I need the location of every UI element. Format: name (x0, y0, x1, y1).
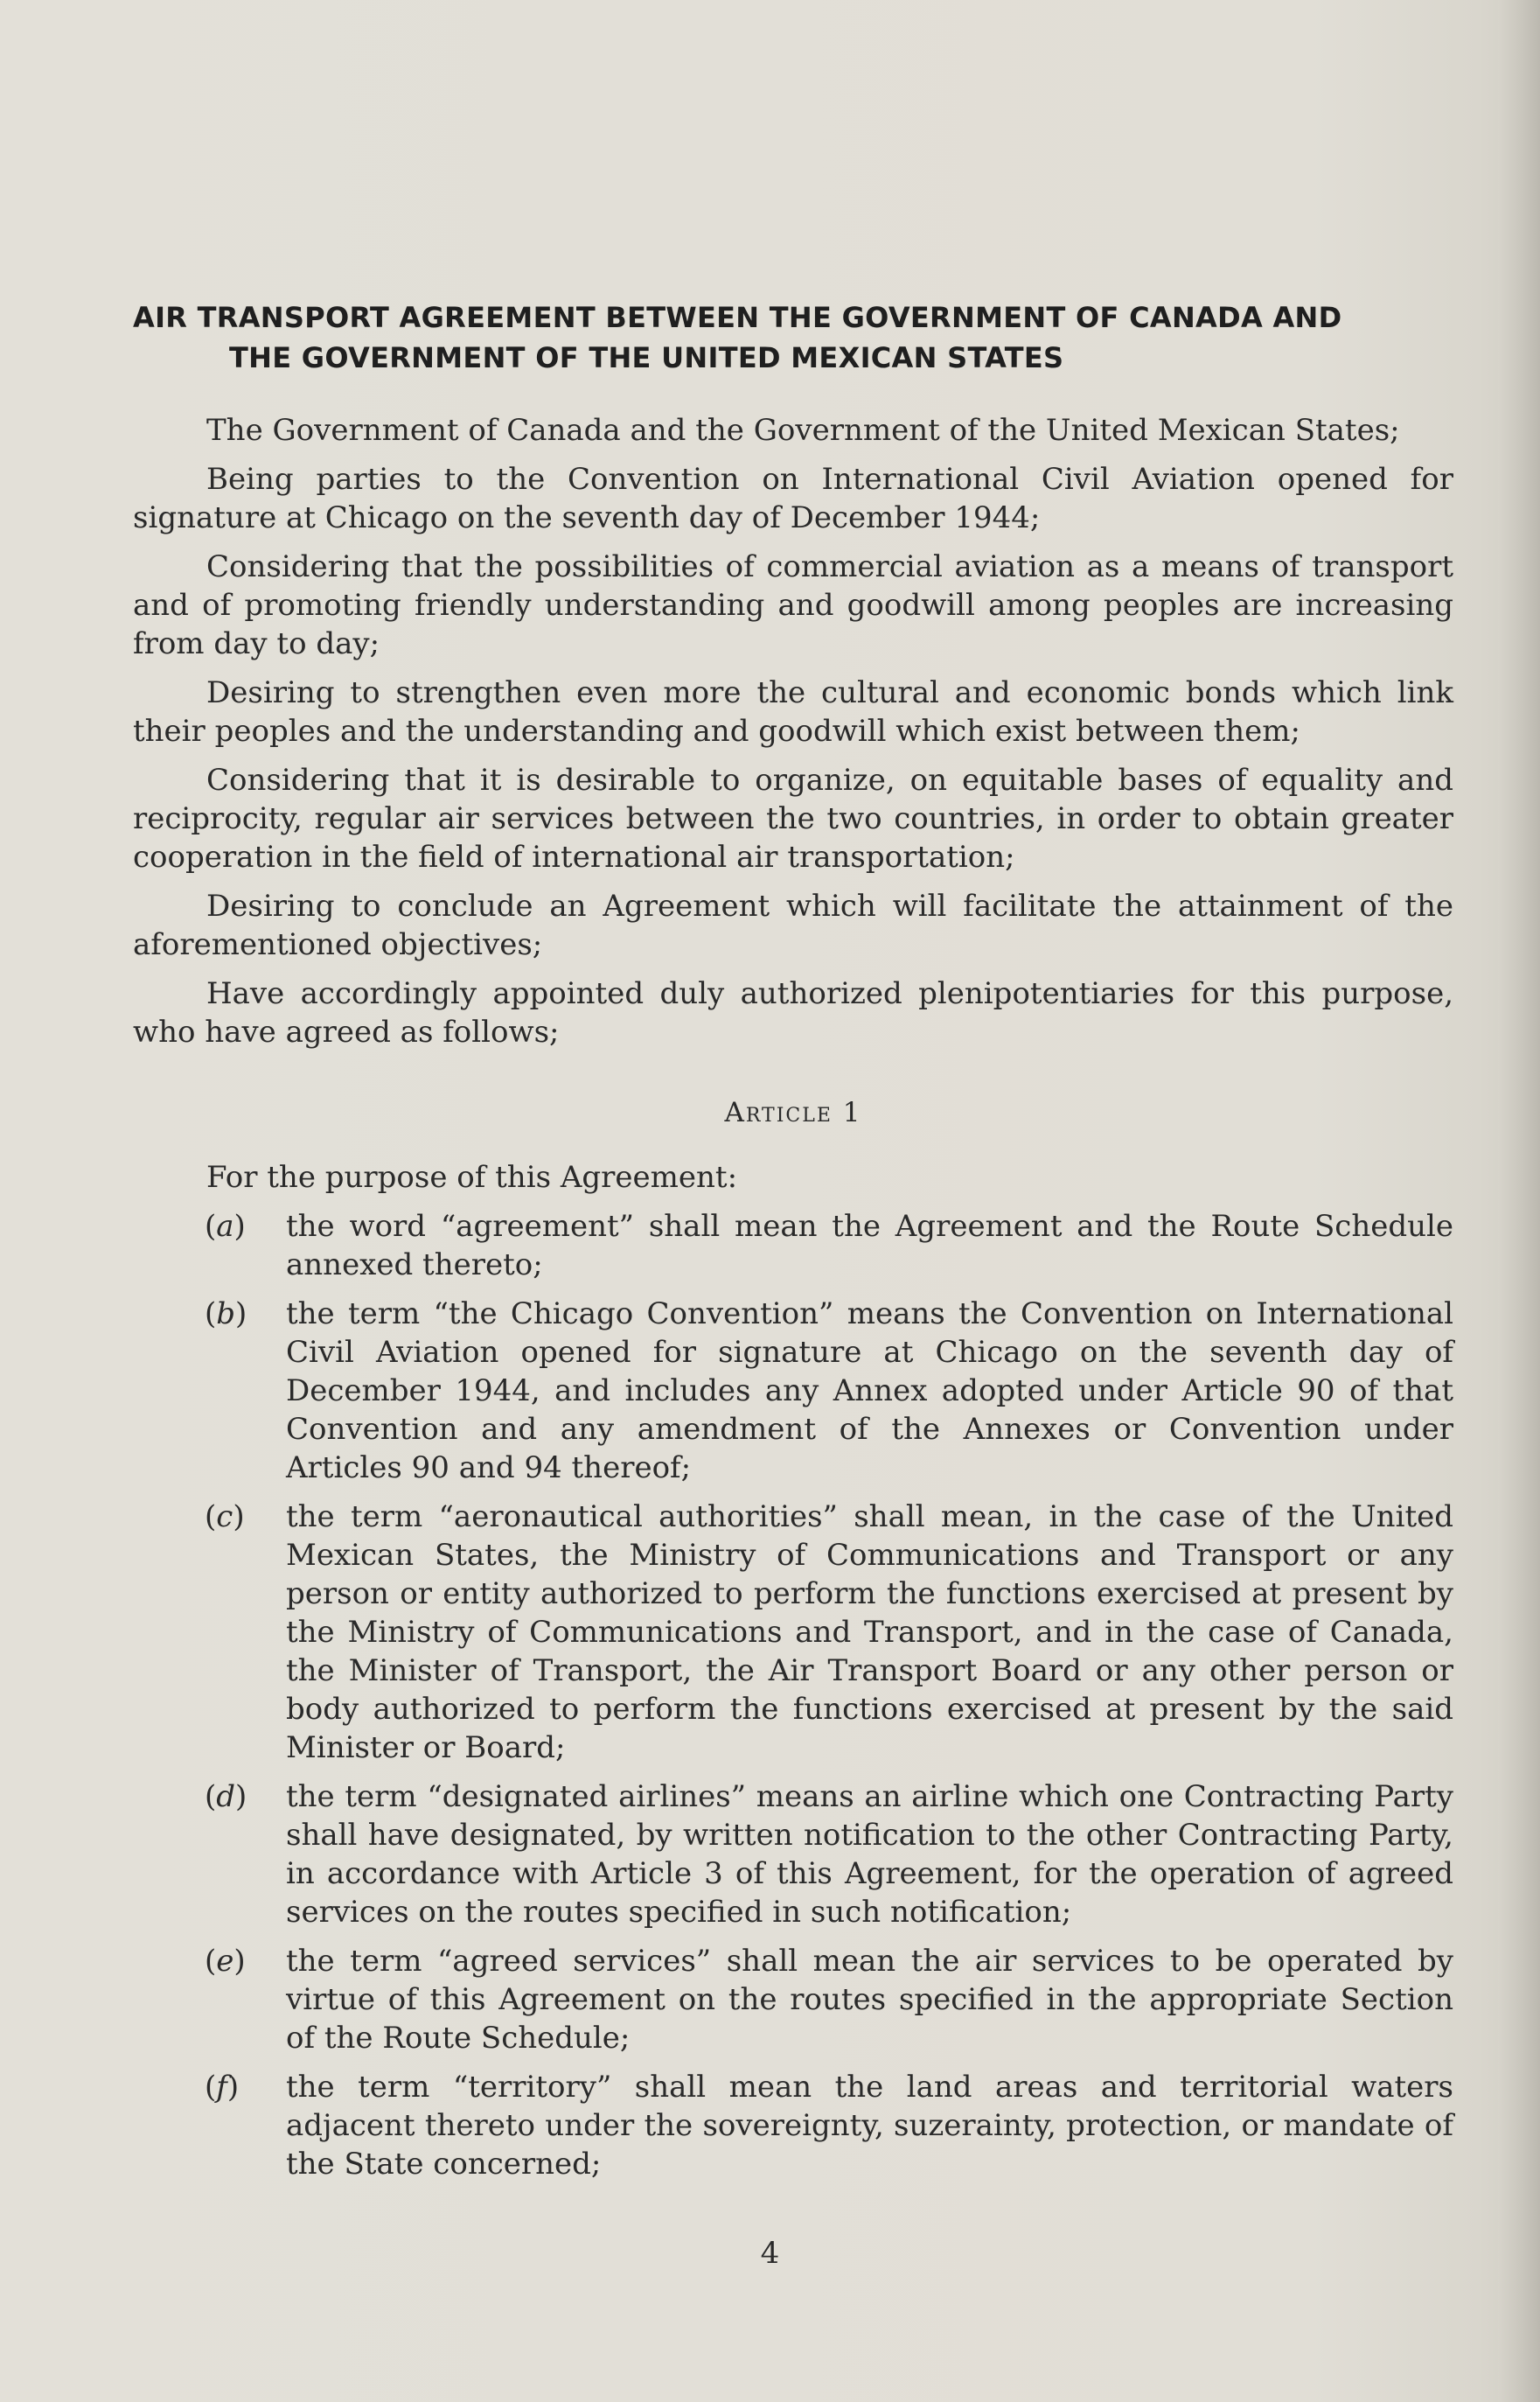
definition-text: the term “aeronautical authorities” shall mean, in the case of the United Mexican States, the Ministry of Communications and Transport or any person or entity authorized to perform the functions exercised at present by the Ministry of Communications and Transport, and in the case of Canada, the Minister of Transport, the Air Transport Board or any other person or body authorized to perform the functions exercised at present by the said Minister or Board; (286, 1499, 1453, 1765)
document-body (133, 297, 1453, 2194)
definition-item (133, 1777, 1453, 1931)
preamble-paragraph: Have accordingly appointed duly authorized plenipotentiaries for this purpose, who have agreed as follows; (133, 976, 1453, 1050)
definition-text: the term “the Chicago Convention” means the Convention on International Civil Aviation opened for signature at Chicago on the seventh day of December 1944, and includes any Annex adopted under Article 90 of that Convention and any amendment of the Annexes or Convention under Articles 90 and 94 thereof; (286, 1296, 1453, 1485)
definitions-list (133, 1207, 1453, 2183)
preamble-paragraph: Being parties to the Convention on International Civil Aviation opened for signature at Chicago on the seventh day of December 1944; (133, 462, 1453, 535)
definition-marker: (a) (205, 1209, 246, 1244)
definition-marker: (e) (205, 1944, 246, 1979)
definition-marker: (c) (205, 1499, 245, 1534)
definition-marker: (d) (205, 1779, 247, 1814)
preamble (133, 411, 1453, 1051)
definition-item (133, 1207, 1453, 1284)
definition-text: the term “agreed services” shall mean the air services to be operated by virtue of this Agreement on the routes specified in the appropriate Section of the Route Schedule; (286, 1944, 1453, 2056)
preamble-paragraph: Desiring to strengthen even more the cultural and economic bonds which link their peoples and the understanding and goodwill which exist between them; (133, 675, 1453, 749)
definition-text: the term “territory” shall mean the land areas and territorial waters adjacent thereto under the sovereignty, suzerainty, protection, or mandate of the State concerned; (286, 2070, 1453, 2182)
preamble-paragraph: Considering that the possibilities of commercial aviation as a means of transport and of promoting friendly understanding and goodwill among peoples are increasing from day to day; (133, 549, 1453, 661)
definition-item (133, 1942, 1453, 2057)
preamble-paragraph: Desiring to conclude an Agreement which will facilitate the attainment of the aforementioned objectives; (133, 889, 1453, 962)
preamble-paragraph: Considering that it is desirable to organize, on equitable bases of equality and reciprocity, regular air services between the two countries, in order to obtain greater cooperation in the field of international air transportation; (133, 763, 1453, 875)
definition-item (133, 2068, 1453, 2183)
definition-marker: (f) (205, 2070, 240, 2105)
definition-text: the term “designated airlines” means an airline which one Contracting Party shall have designated, by written notification to the other Contracting Party, in accordance with Article 3 of this Agreement, for the operation of agreed services on the routes specified in such notification; (286, 1779, 1453, 1930)
title-line-1: AIR TRANSPORT AGREEMENT BETWEEN THE GOVERNMENT OF CANADA AND (133, 301, 1342, 334)
page-spine-shadow (1498, 0, 1540, 2402)
definition-item (133, 1498, 1453, 1767)
definition-item (133, 1295, 1453, 1487)
preamble-paragraph: The Government of Canada and the Government of the United Mexican States; (206, 413, 1400, 448)
definition-marker: (b) (205, 1296, 247, 1331)
definition-text: the word “agreement” shall mean the Agreement and the Route Schedule annexed thereto; (286, 1209, 1453, 1282)
document-title (133, 297, 1453, 378)
page-number: 4 (760, 2236, 780, 2271)
article-intro: For the purpose of this Agreement: (206, 1160, 738, 1195)
article-heading: Article 1 (724, 1097, 862, 1128)
title-line-2: THE GOVERNMENT OF THE UNITED MEXICAN STATES (229, 341, 1064, 374)
